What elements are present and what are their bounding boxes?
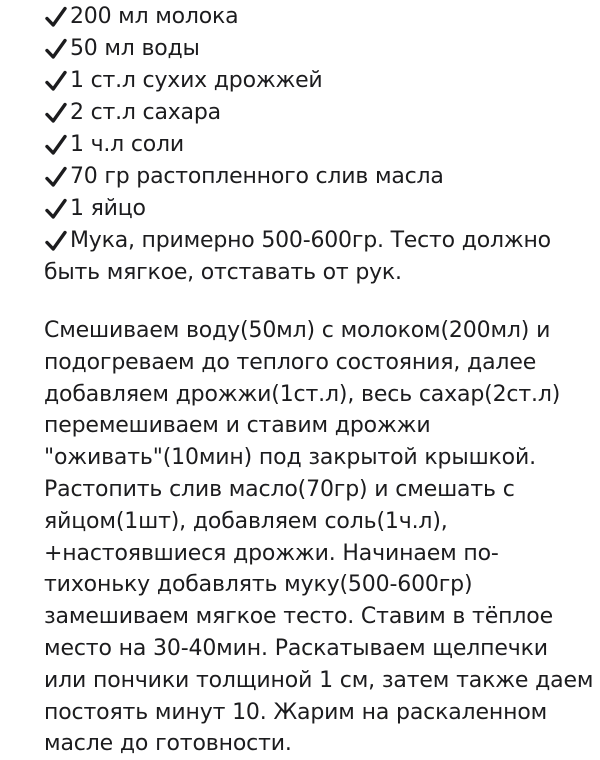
- instruction-line: масле до готовности.: [44, 731, 292, 757]
- ingredient-label: 1 ст.л сухих дрожжей: [70, 68, 323, 93]
- check-icon: [44, 129, 68, 161]
- check-icon: [44, 33, 68, 65]
- instruction-line: перемешиваем и ставим дрожжи: [44, 413, 431, 439]
- ingredient-item: [44, 193, 576, 225]
- instruction-line: добавляем дрожжи(1ст.л), весь сахар(2ст.л): [44, 381, 561, 407]
- instruction-line: "оживать"(10мин) под закрытой крышкой.: [44, 445, 536, 471]
- ingredient-label: 200 мл молока: [70, 4, 239, 29]
- ingredient-item: [44, 97, 576, 129]
- instruction-line: постоять минут 10. Жарим на раскаленном: [44, 699, 548, 725]
- ingredient-label: 70 гр растопленного слив масла: [70, 164, 444, 189]
- instruction-line: или пончики толщиной 1 см, затем также даем: [44, 667, 594, 693]
- instruction-line: яйцом(1шт), добавляем соль(1ч.л),: [44, 508, 448, 534]
- instruction-line: +настоявшиеся дрожжи. Начинаем по-: [44, 540, 499, 566]
- instruction-line: Смешиваем воду(50мл) с молоком(200мл) и: [44, 318, 551, 343]
- instruction-line: подогреваем до теплого состояния, далее: [44, 349, 537, 375]
- ingredient-label: 50 мл воды: [70, 36, 200, 61]
- instruction-line: тихоньку добавлять муку(500-600гр): [44, 572, 473, 598]
- ingredient-item: [44, 225, 576, 289]
- ingredient-item: [44, 129, 576, 161]
- ingredient-label: 1 яйцо: [70, 196, 146, 221]
- check-icon: [44, 161, 68, 193]
- instruction-line: замешиваем мягкое тесто. Ставим в тёплое: [44, 604, 553, 630]
- ingredient-label: Мука, примерно 500-600гр. Тесто должно: [70, 228, 551, 253]
- ingredient-item: [44, 65, 576, 97]
- check-icon: [44, 225, 68, 257]
- check-icon: [44, 193, 68, 225]
- check-icon: [44, 97, 68, 129]
- ingredient-label: 2 ст.л сахара: [70, 100, 221, 125]
- ingredient-label: 1 ч.л соли: [70, 132, 184, 157]
- instruction-line: место на 30-40мин. Раскатываем щелпечки: [44, 635, 548, 661]
- ingredient-item: [44, 1, 576, 33]
- instructions-paragraph: [44, 315, 594, 760]
- instruction-line: Растопить слив масло(70гр) и смешать с: [44, 476, 515, 502]
- ingredients-list: [44, 1, 576, 289]
- ingredient-item: [44, 33, 576, 65]
- ingredient-label-continuation: быть мягкое, отставать от рук.: [44, 260, 402, 285]
- check-icon: [44, 1, 68, 33]
- ingredient-item: [44, 161, 576, 193]
- check-icon: [44, 65, 68, 97]
